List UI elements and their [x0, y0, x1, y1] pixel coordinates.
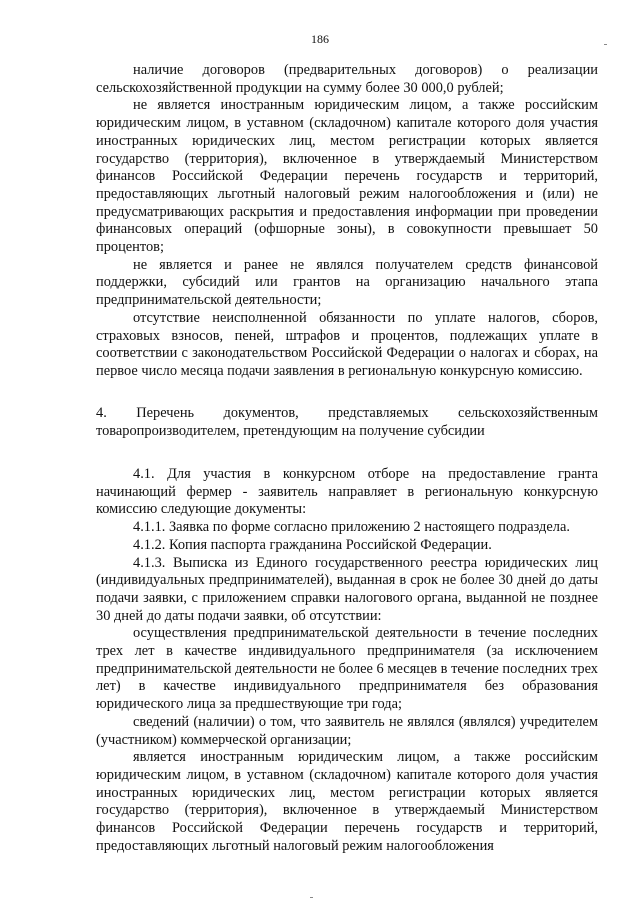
paragraph-contracts: наличие договоров (предварительных договоров) о реализации сельскохозяйственной продукции на сумму более 30 000,0 рублей; [96, 62, 598, 96]
paragraph-foreign-entity-2: является иностранным юридическим лицом, а также российским юридическим лицом, в уставном (складочном) капитале которого доля участия иностранных юридических лиц, местом регистрации которых является государство (территория), включенное в утверждаемый Министерством финансов Российской Федерации перечень государств и территорий, предоставляющих льготный налоговый режим налогообложения [96, 749, 598, 854]
scan-mark [604, 44, 607, 45]
paragraph-4-1: 4.1. Для участия в конкурсном отборе на предоставление гранта начинающий фермер - заявитель направляет в региональную конкурсную комиссию следующие документы: [96, 466, 598, 518]
section-heading-block [96, 405, 598, 440]
paragraph-4-1-1: 4.1.1. Заявка по форме согласно приложению 2 настоящего подраздела. [133, 519, 570, 536]
scan-mark [310, 897, 313, 898]
paragraph-4-1-2: 4.1.2. Копия паспорта гражданина Российской Федерации. [133, 536, 492, 553]
requirements-list [96, 62, 598, 381]
documents-list [96, 466, 598, 855]
paragraph-founder: сведений (наличии) о том, что заявитель не являлся (являлся) учредителем (участником) коммерческой организации; [96, 713, 598, 748]
page-number: 186 [311, 32, 329, 46]
paragraph-foreign-entity: не является иностранным юридическим лицом, а также российским юридическим лицом, в уставном (складочном) капитале которого доля участия иностранных юридических лиц, местом регистрации которых является государство (территория), включенное в утверждаемый Министерством финансов Российской Федерации перечень государств и территорий, предоставляющих льготный налоговый режим налогообложения и (или) не предусматривающих раскрытия и предоставления информации при проведении финансовых операций (офшорные зоны), в совокупности превышает 50 процентов; [96, 97, 598, 256]
paragraph-business-activity: осуществления предпринимательской деятельности в течение последних трех лет в качестве индивидуального предпринимателя (за исключением предпринимательской деятельности не более 6 месяцев в течение последних трех лет) в качестве индивидуального предпринимателя без образования юридического лица за предшествующие три года; [96, 625, 598, 713]
section-heading: 4. Перечень документов, представляемых сельскохозяйственным товаропроизводителем, претендующим на получение субсидии [96, 405, 598, 439]
paragraph-tax-obligations: отсутствие неисполненной обязанности по уплате налогов, сборов, страховых взносов, пеней, штрафов и процентов, подлежащих уплате в соответствии с законодательством Российской Федерации о налогах и сборах, на первое число месяца подачи заявления в региональную конкурсную комиссию. [96, 309, 598, 379]
paragraph-prior-support: не является и ранее не являлся получателем средств финансовой поддержки, субсидий или грантов на организацию начального этапа предпринимательской деятельности; [96, 256, 598, 309]
paragraph-4-1-3: 4.1.3. Выписка из Единого государственного реестра юридических лиц (индивидуальных предпринимателей), выданная в срок не более 30 дней до даты подачи заявки, с приложением справки налогового органа, выданной не позднее 30 дней до даты подачи заявки, об отсутствии: [96, 554, 598, 624]
